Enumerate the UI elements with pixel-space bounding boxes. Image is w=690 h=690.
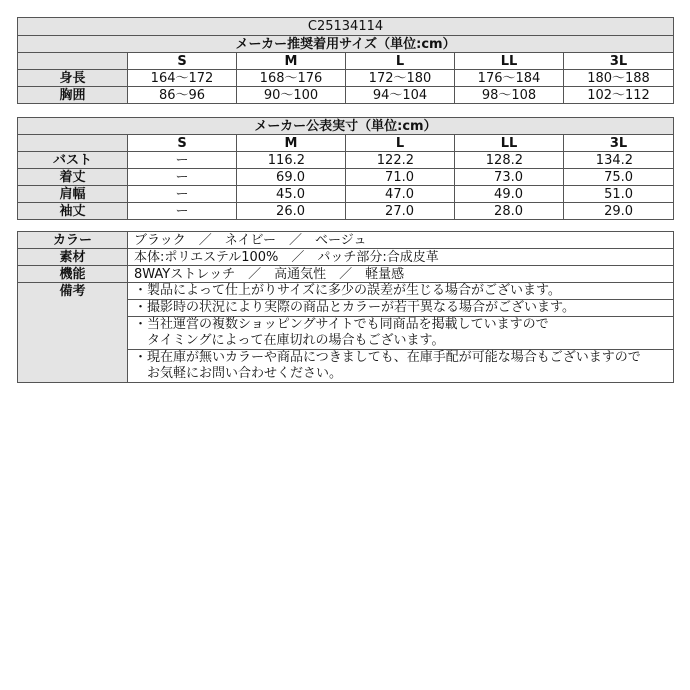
cell: 168～176: [237, 70, 346, 87]
corner-cell: [18, 135, 128, 152]
cell: 180～188: [564, 70, 674, 87]
size-s: S: [128, 53, 237, 70]
cell: ー: [128, 186, 237, 203]
note-2-line-1: ・撮影時の状況により実際の商品とカラーが若干異なる場合がございます。: [128, 299, 673, 316]
cell: 134.2: [564, 152, 674, 169]
cell: 94～104: [346, 87, 455, 104]
note-3-line-1: ・当社運営の複数ショッピングサイトでも同商品を掲載していますので: [128, 316, 673, 333]
cell: 51.0: [564, 186, 674, 203]
cell: 28.0: [455, 203, 564, 220]
note-1-line-1: ・製品によって仕上がりサイズに多少の誤差が生じる場合がございます。: [134, 283, 561, 298]
cell: 116.2: [237, 152, 346, 169]
cell: ー: [128, 152, 237, 169]
measured-size-title: メーカー公表実寸（単位:cm）: [18, 118, 674, 135]
note-3-line-2: タイミングによって在庫切れの場合もございます。: [134, 333, 445, 348]
note-4-line-2: お気軽にお問い合わせください。: [134, 366, 343, 381]
note-4-line-1: ・現在庫が無いカラーや商品につきましても、在庫手配が可能な場合もございますので: [128, 349, 673, 366]
cell: 102～112: [564, 87, 674, 104]
cell: 176～184: [455, 70, 564, 87]
row-label-length: 着丈: [18, 169, 128, 186]
cell: 45.0: [237, 186, 346, 203]
table-row: [18, 203, 674, 220]
recommended-size-title: メーカー推奨着用サイズ（単位:cm）: [18, 36, 674, 53]
recommended-size-table: [17, 17, 674, 104]
measured-size-table: [17, 117, 674, 220]
size-3l: 3L: [564, 53, 674, 70]
size-l: L: [346, 135, 455, 152]
table-row: [18, 87, 674, 104]
cell: 98～108: [455, 87, 564, 104]
info-row-color: [18, 232, 674, 249]
size-ll: LL: [455, 53, 564, 70]
notes-cell: [128, 283, 674, 383]
size-header-row: [18, 53, 674, 70]
cell: 86～96: [128, 87, 237, 104]
cell: 164～172: [128, 70, 237, 87]
color-value: ブラック ／ ネイビー ／ ベージュ: [128, 232, 674, 249]
info-row-notes: [18, 283, 674, 383]
cell: 75.0: [564, 169, 674, 186]
cell: 122.2: [346, 152, 455, 169]
cell: 29.0: [564, 203, 674, 220]
row-label-height: 身長: [18, 70, 128, 87]
material-label: 素材: [18, 249, 128, 266]
size-header-row: [18, 135, 674, 152]
product-code: C25134114: [18, 18, 674, 36]
cell: 26.0: [237, 203, 346, 220]
row-label-sleeve: 袖丈: [18, 203, 128, 220]
table-row: [18, 152, 674, 169]
cell: ー: [128, 169, 237, 186]
cell: 27.0: [346, 203, 455, 220]
cell: 73.0: [455, 169, 564, 186]
cell: 69.0: [237, 169, 346, 186]
table-row: [18, 169, 674, 186]
function-value: 8WAYストレッチ ／ 高通気性 ／ 軽量感: [128, 266, 674, 283]
cell: ー: [128, 203, 237, 220]
size-s: S: [128, 135, 237, 152]
material-value: 本体:ポリエステル100% ／ パッチ部分:合成皮革: [128, 249, 674, 266]
size-m: M: [237, 53, 346, 70]
cell: 47.0: [346, 186, 455, 203]
corner-cell: [18, 53, 128, 70]
cell: 90～100: [237, 87, 346, 104]
size-ll: LL: [455, 135, 564, 152]
table-row: [18, 186, 674, 203]
cell: 71.0: [346, 169, 455, 186]
table-row: [18, 70, 674, 87]
row-label-chest: 胸囲: [18, 87, 128, 104]
cell: 172～180: [346, 70, 455, 87]
cell: 128.2: [455, 152, 564, 169]
info-row-function: [18, 266, 674, 283]
size-3l: 3L: [564, 135, 674, 152]
info-row-material: [18, 249, 674, 266]
cell: 49.0: [455, 186, 564, 203]
function-label: 機能: [18, 266, 128, 283]
row-label-shoulder: 肩幅: [18, 186, 128, 203]
size-l: L: [346, 53, 455, 70]
row-label-bust: バスト: [18, 152, 128, 169]
notes-label: 備考: [18, 283, 128, 383]
product-info-table: [17, 231, 674, 383]
size-m: M: [237, 135, 346, 152]
color-label: カラー: [18, 232, 128, 249]
